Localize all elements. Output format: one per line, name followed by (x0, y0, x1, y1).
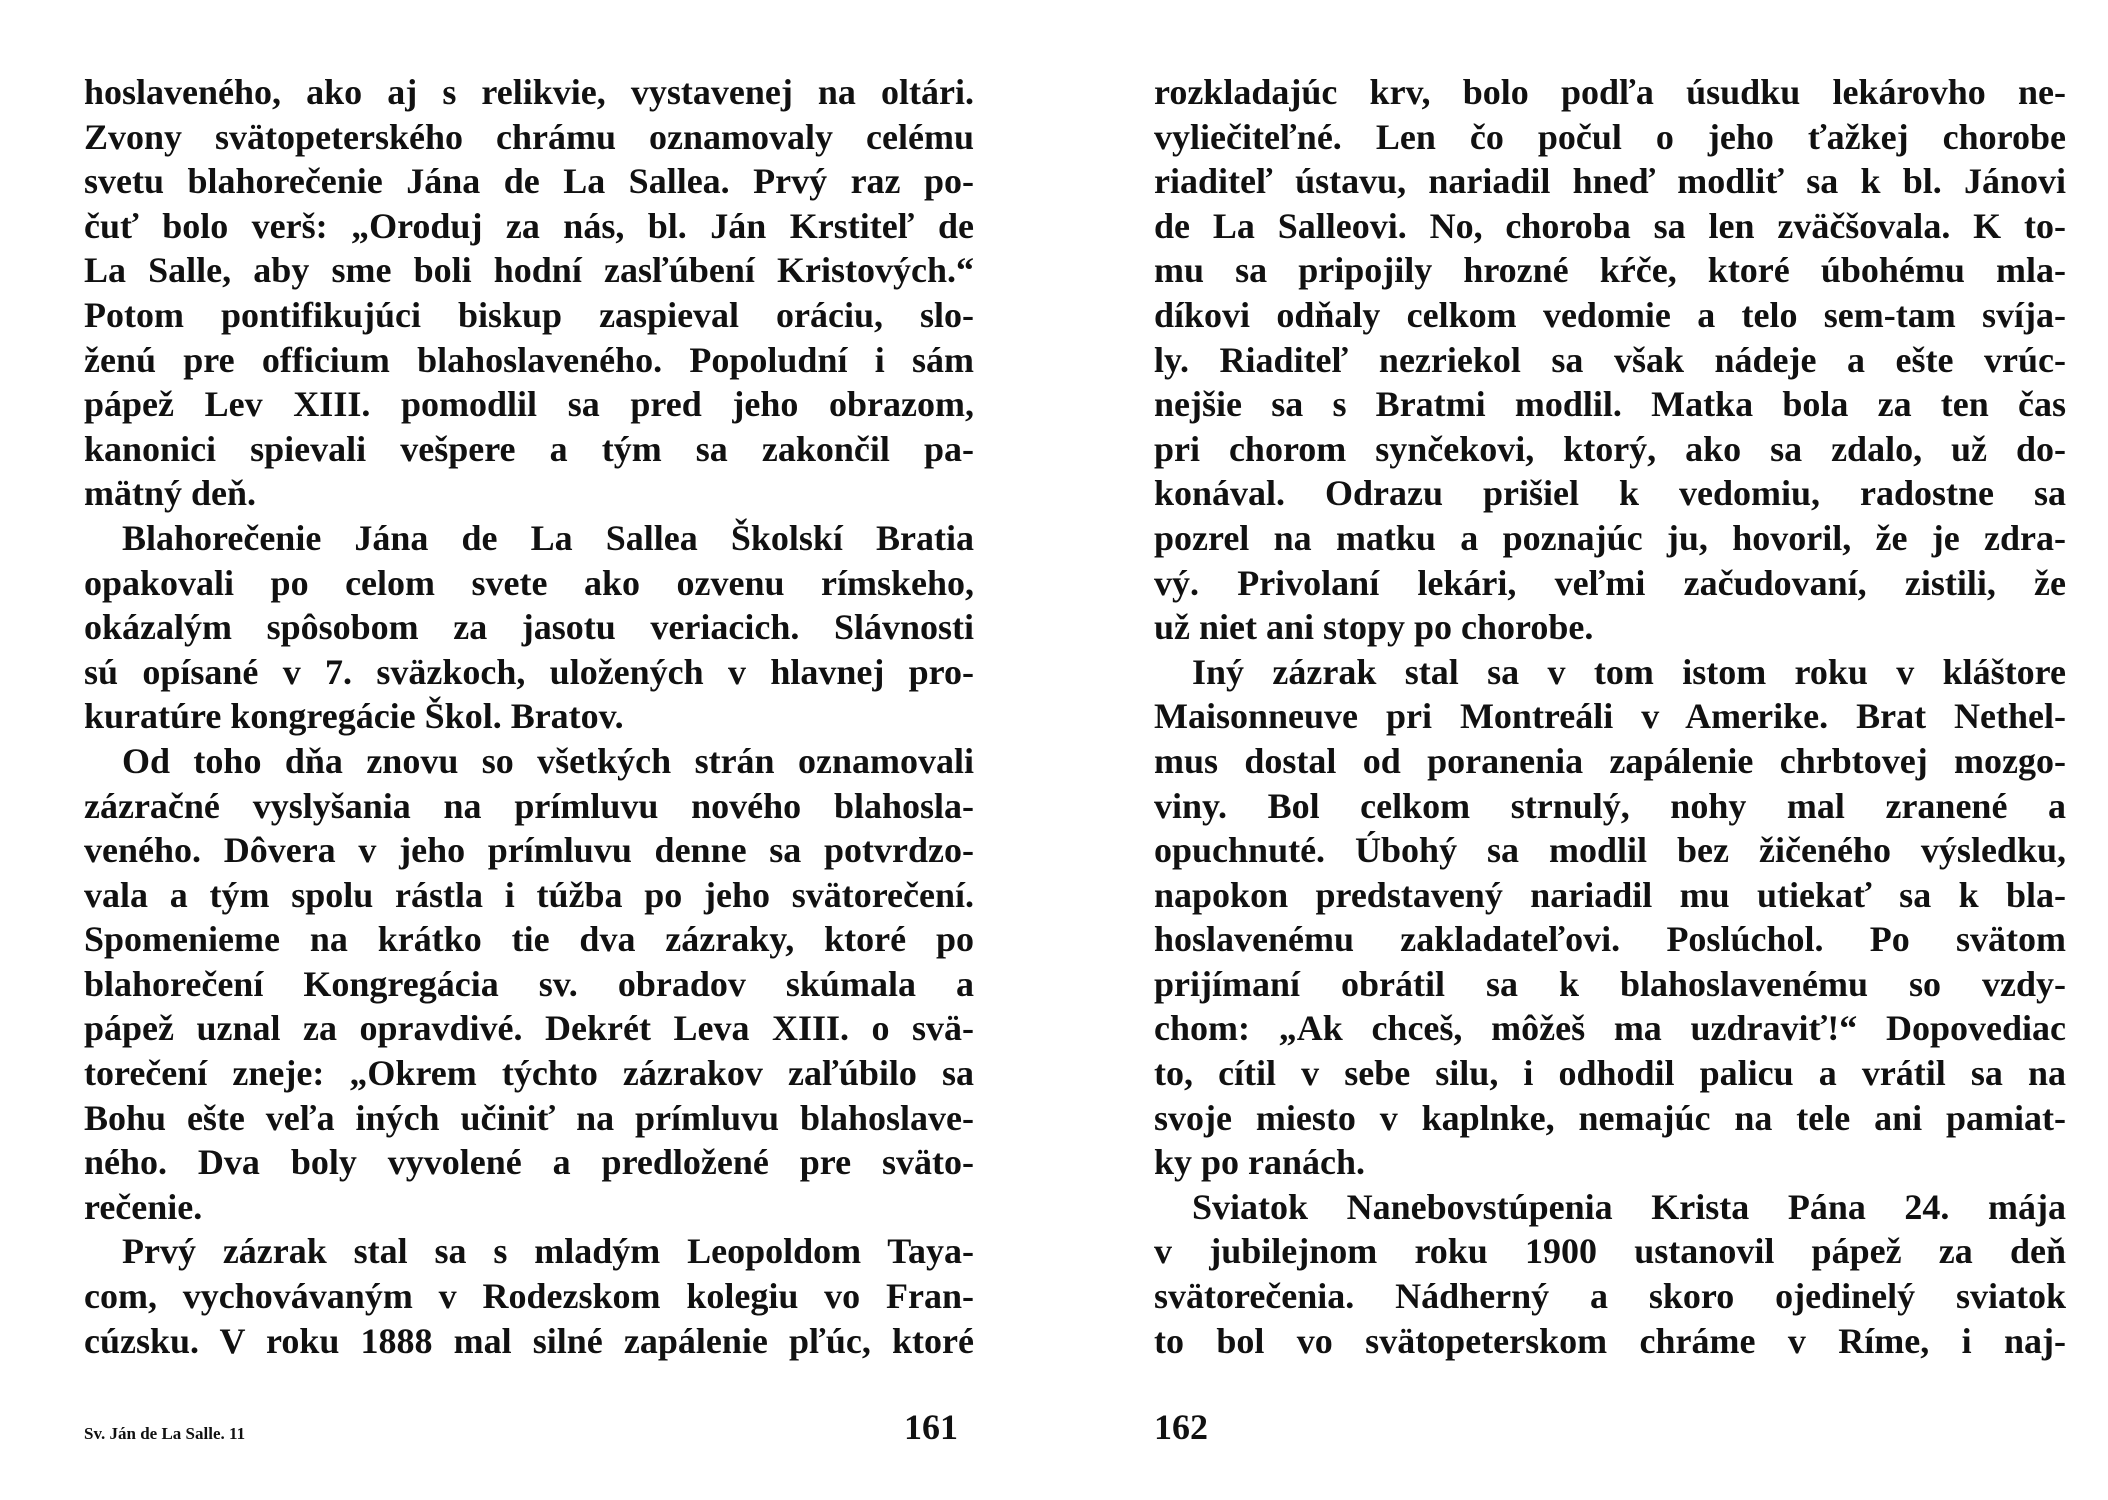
text-line: ného. Dva boly vyvolené a predložené pre sväto- (84, 1142, 974, 1183)
text-line: Blahorečenie Jána de La Sallea Školskí Bratia (122, 517, 974, 558)
text-line: v jubilejnom roku 1900 ustanovil pápež za deň (1154, 1231, 2066, 1272)
right-page-text (1154, 70, 2066, 1363)
page-number-left: 161 (904, 1407, 958, 1447)
text-line: díkovi odňaly celkom vedomie a telo sem-tam svíja- (1154, 294, 2066, 335)
text-line: pozrel na matku a poznajúc ju, hovoril, že je zdra- (1154, 517, 2066, 558)
text-line: rozkladajúc krv, bolo podľa úsudku lekárovho ne- (1154, 72, 2066, 112)
text-line: ky po ranách. (1154, 1142, 1366, 1183)
text-line: Iný zázrak stal sa v tom istom roku v kláštore (1192, 651, 2066, 692)
text-line: Zvony svätopeterského chrámu oznamovaly celému (84, 116, 974, 157)
text-line: vyliečiteľné. Len čo počul o jeho ťažkej chorobe (1154, 116, 2066, 157)
text-line: prijímaní obrátil sa k blahoslavenému so vzdy- (1154, 963, 2066, 1004)
text-line: mätný deň. (84, 473, 257, 514)
text-line: to, cítil v sebe silu, i odhodil palicu a vrátil sa na (1154, 1053, 2066, 1094)
text-line: kanonici spievali vešpere a tým sa zakončil pa- (84, 428, 974, 469)
text-line: vý. Privolaní lekári, veľmi začudovaní, zistili, že (1154, 562, 2066, 603)
text-line: de La Salleovi. No, choroba sa len zväčšovala. K to- (1154, 205, 2066, 246)
text-line: chom: „Ak chceš, môžeš ma uzdraviť!“ Dopovediac (1154, 1008, 2066, 1049)
text-line: ly. Riaditeľ nezriekol sa však nádeje a ešte vrúc- (1154, 339, 2066, 380)
text-line: Sviatok Nanebovstúpenia Krista Pána 24. mája (1192, 1186, 2066, 1227)
text-line: pri chorom synčekovi, ktorý, ako sa zdalo, už do- (1154, 428, 2066, 469)
text-line: to bol vo svätopeterskom chráme v Ríme, i naj- (1154, 1320, 2066, 1361)
text-line: konával. Odrazu prišiel k vedomiu, radostne sa (1154, 473, 2066, 514)
text-line: ženú pre officium blahoslaveného. Popoludní i sám (84, 339, 974, 380)
text-line: sú opísané v 7. sväzkoch, uložených v hlavnej pro- (84, 651, 974, 692)
text-line: vala a tým spolu rástla i túžba po jeho svätorečení. (84, 874, 974, 915)
text-line: Od toho dňa znovu so všetkých strán oznamovali (122, 740, 974, 781)
signature-footer: Sv. Ján de La Salle. 11 (84, 1424, 246, 1443)
text-line: napokon predstavený nariadil mu utiekať sa k bla- (1154, 874, 2066, 915)
text-line: viny. Bol celkom strnulý, nohy mal zranené a (1154, 785, 2066, 826)
text-line: svätorečenia. Nádherný a skoro ojedinelý sviatok (1154, 1276, 2066, 1317)
text-line: čuť bolo verš: „Oroduj za nás, bl. Ján Krstiteľ de (84, 205, 974, 246)
text-line: Prvý zázrak stal sa s mladým Leopoldom Taya- (122, 1231, 974, 1272)
left-page-text (84, 70, 974, 1363)
text-line: torečení zneje: „Okrem týchto zázrakov zaľúbilo sa (84, 1053, 974, 1094)
text-line: hoslaveného, ako aj s relikvie, vystavenej na oltári. (84, 72, 974, 112)
text-line: opakovali po celom svete ako ozvenu rímskeho, (84, 562, 974, 603)
text-line: veného. Dôvera v jeho prímluvu denne sa potvrdzo- (84, 830, 974, 871)
text-line: Maisonneuve pri Montreáli v Amerike. Brat Nethel- (1154, 696, 2066, 737)
text-line: La Salle, aby sme boli hodní zasľúbení Kristových.“ (84, 250, 974, 291)
text-line: kuratúre kongregácie Škol. Bratov. (84, 696, 624, 737)
text-line: cúzsku. V roku 1888 mal silné zapálenie pľúc, ktoré (84, 1320, 974, 1361)
right-page (1054, 0, 2108, 1500)
text-line: už niet ani stopy po chorobe. (1154, 607, 1594, 648)
text-line: pápež uznal za opravdivé. Dekrét Leva XIII. o svä- (84, 1008, 974, 1049)
text-line: mu sa pripojily hrozné kŕče, ktoré úbohému mla- (1154, 250, 2066, 291)
text-line: blahorečení Kongregácia sv. obradov skúmala a (84, 963, 974, 1004)
text-line: hoslavenému zakladateľovi. Poslúchol. Po svätom (1154, 919, 2066, 960)
text-line: rečenie. (84, 1186, 203, 1227)
text-line: nejšie sa s Bratmi modlil. Matka bola za ten čas (1154, 384, 2066, 425)
text-line: Bohu ešte veľa iných učiniť na prímluvu blahoslave- (84, 1097, 974, 1138)
text-line: opuchnuté. Úbohý sa modlil bez žičeného výsledku, (1154, 830, 2066, 871)
text-line: Spomenieme na krátko tie dva zázraky, ktoré po (84, 919, 974, 960)
text-line: pápež Lev XIII. pomodlil sa pred jeho obrazom, (84, 384, 974, 425)
page-number-right: 162 (1154, 1407, 1208, 1447)
text-line: svetu blahorečenie Jána de La Sallea. Prvý raz po- (84, 161, 974, 202)
text-line: com, vychovávaným v Rodezskom kolegiu vo Fran- (84, 1276, 974, 1317)
text-line: riaditeľ ústavu, nariadil hneď modliť sa k bl. Jánovi (1154, 161, 2066, 202)
text-line: zázračné vyslyšania na prímluvu nového blahosla- (84, 785, 974, 826)
text-line: svoje miesto v kaplnke, nemajúc na tele ani pamiat- (1154, 1097, 2066, 1138)
text-line: Potom pontifikujúci biskup zaspieval oráciu, slo- (84, 294, 974, 335)
text-line: mus dostal od poranenia zapálenie chrbtovej mozgo- (1154, 740, 2066, 781)
text-line: okázalým spôsobom za jasotu veriacich. Slávnosti (84, 607, 974, 648)
